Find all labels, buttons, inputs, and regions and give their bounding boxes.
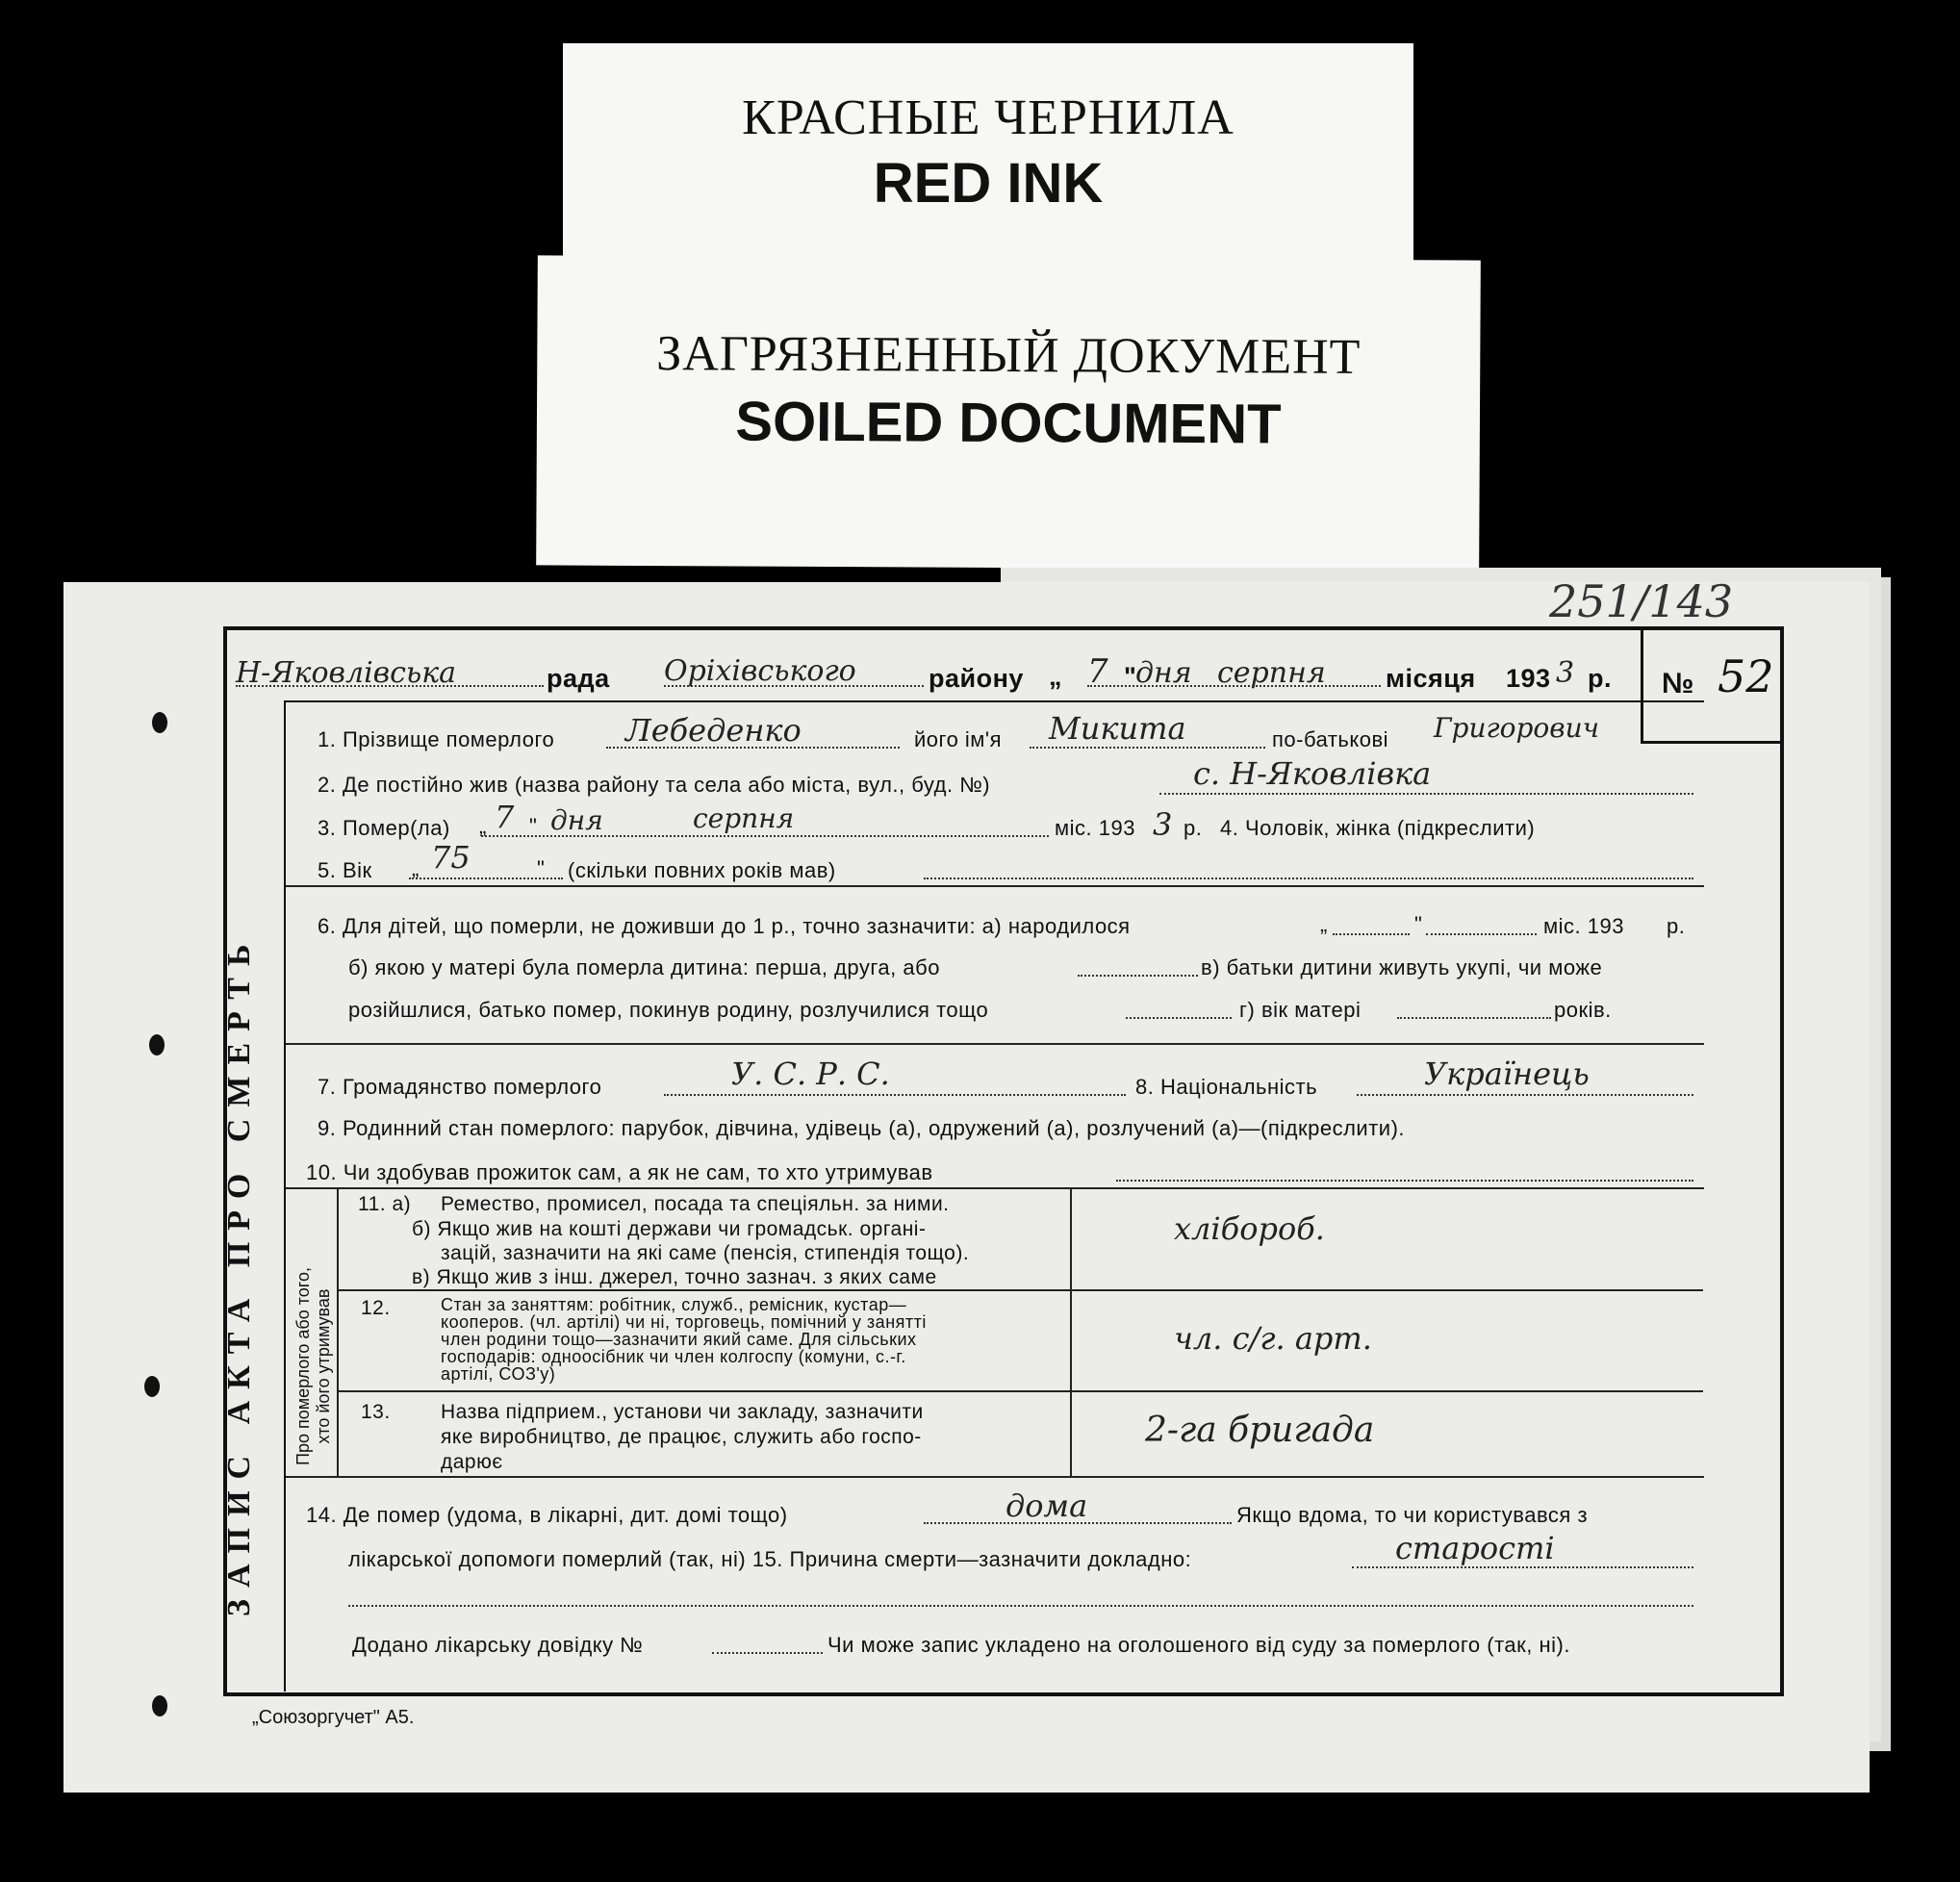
row11-a: Ремество, промисел, посада та спеціяльн. за ними. — [441, 1193, 950, 1215]
surname-label: 1. Прізвище померлого — [318, 727, 555, 751]
children-e-years: років. — [1554, 998, 1612, 1022]
children-a-label: 6. Для дітей, що померли, не доживши до 1 р., точно зазначити: а) народилося — [318, 914, 1131, 938]
header-open-quote: „ — [1049, 662, 1062, 691]
dotted-line — [1357, 1094, 1693, 1096]
age-open-quote: „ — [412, 856, 420, 880]
row12-l3: член родини тощо—зазначити який саме. Для сільських — [441, 1330, 917, 1349]
dotted-line — [236, 685, 544, 687]
dotted-line — [1116, 1180, 1693, 1182]
row12-l4: господарів: одноосібник чи член колгоспу (комуни, с.-г. — [441, 1347, 906, 1366]
record-number-label: № — [1662, 668, 1694, 699]
soiled-ru: ЗАГРЯЗНЕННЫЙ ДОКУМЕНТ — [656, 326, 1362, 385]
dotted-line — [664, 1094, 1126, 1096]
punch-hole — [144, 1376, 160, 1397]
nationality-value: Українець — [1424, 1055, 1590, 1092]
soiled-en: SOILED DOCUMENT — [735, 390, 1282, 456]
red-ink-en: RED INK — [873, 152, 1104, 215]
divider — [1070, 1187, 1072, 1476]
age-close-quote: " — [537, 856, 546, 880]
children-b-label: б) якою у матері була померла дитина: перша, друга, або — [348, 955, 940, 979]
row11-b: б) Якщо жив на коштi держави чи громадськ. органі- — [412, 1218, 927, 1240]
children-a-close-quote: " — [1414, 912, 1423, 936]
dotted-line — [1078, 975, 1198, 977]
archive-number: 251/143 — [1549, 575, 1734, 627]
punch-hole — [152, 1695, 167, 1717]
row11-num: 11. а) — [358, 1193, 412, 1215]
name-value: Микита — [1049, 710, 1186, 747]
children-a-month: міс. 193 — [1543, 914, 1624, 938]
rada-label: рада — [547, 664, 610, 693]
dotted-line — [1159, 793, 1693, 795]
medical-cert-label: Додано лікарську довідку № — [352, 1633, 644, 1657]
dotted-line — [712, 1652, 823, 1654]
residence-value: с. Н-Яковлівка — [1193, 755, 1432, 792]
divider — [337, 1187, 339, 1476]
header-close-quote: " — [1124, 662, 1137, 691]
died-open-quote: „ — [479, 814, 487, 838]
patronymic-label: по-батькові — [1272, 727, 1389, 751]
died-year-prefix: міс. 193 — [1055, 816, 1135, 840]
dotted-line — [924, 877, 1693, 879]
row11-c: в) Якщо жив з інш. джерел, точно зазнач. з яких саме — [412, 1266, 937, 1288]
divider — [286, 885, 1704, 887]
divider — [337, 1289, 1703, 1291]
dotted-line — [1333, 933, 1410, 935]
children-e-label: г) вік матері — [1239, 998, 1362, 1022]
year-prefix: 193 — [1506, 664, 1551, 693]
row11-b2: зацій, зазначити на які саме (пенсія, стипендія тощо). — [441, 1242, 970, 1264]
died-day-word: дня — [550, 804, 603, 836]
cause-label: лікарської допомоги померлий (так, ні) 15. Причина смерти—зазначити докладно: — [348, 1547, 1192, 1571]
vertical-form-title: ЗАПИС АКТА ПРО СМЕРТЬ — [221, 932, 257, 1616]
children-c-label: в) батьки дитини живуть укупі, чи може — [1201, 955, 1603, 979]
died-label: 3. Помер(ла) — [318, 816, 450, 840]
workplace-value: 2-га бригада — [1145, 1411, 1375, 1450]
raion-handwritten: Оріхівського — [664, 654, 856, 688]
dotted-line — [1426, 933, 1537, 935]
age-label: 5. Вік — [318, 858, 372, 882]
occupation-value: хлібороб. — [1174, 1210, 1325, 1247]
vertical-subtitle: Про померлого або того, хто його утримував — [293, 1267, 333, 1465]
court-record-label: Чи може запис укладено на оголошеного від суду за померлого (так, ні). — [827, 1633, 1570, 1657]
dotted-line — [1030, 747, 1265, 749]
social-status-value: чл. с/г. арт. — [1174, 1320, 1372, 1357]
dotted-line — [606, 747, 900, 749]
row12-l5: артілі, СОЗ'у) — [441, 1364, 556, 1384]
month-label: місяця — [1386, 664, 1476, 693]
row12-l1: Стан за заняттям: робітник, служб., ремісник, кустар— — [441, 1295, 907, 1314]
red-ink-label — [563, 43, 1413, 274]
divider — [286, 1476, 1704, 1478]
raion-label: району — [929, 664, 1024, 693]
died-day-value: 7 — [495, 799, 515, 835]
row13-l2: яке виробництво, де працює, служить або госпо- — [441, 1426, 922, 1448]
dotted-line — [664, 685, 924, 687]
year-suffix: р. — [1588, 664, 1612, 693]
children-d-label: розійшлися, батько помер, покинув родину, розлучилися тощо — [348, 998, 989, 1022]
dotted-line — [1126, 1017, 1232, 1019]
header-month-handwritten: серпня — [1217, 656, 1326, 690]
patronymic-value: Григорович — [1434, 712, 1600, 744]
divider — [286, 1187, 1704, 1189]
record-number-value: 52 — [1718, 650, 1774, 702]
died-close-quote: " — [529, 814, 538, 838]
died-year-value: 3 — [1153, 806, 1173, 843]
marital-status-label: 9. Родинний стан померлого: парубок, дівчина, удівець (а), одружений (а), розлучений (а)—(підкреслити). — [318, 1116, 1406, 1140]
soiled-document-label — [536, 255, 1481, 570]
punch-hole — [152, 712, 167, 733]
row13-num: 13. — [361, 1401, 391, 1423]
row13-l1: Назва підприем., установи чи закладу, зазначити — [441, 1401, 924, 1423]
header-day-word: дня — [1135, 656, 1192, 690]
died-year-suffix: р. — [1184, 816, 1203, 840]
row12-l2: кооперов. (чл. артілі) чи ні, торговець, помічний у занятті — [441, 1312, 927, 1332]
row13-l3: дарює — [441, 1451, 503, 1473]
surname-value: Лебеденко — [625, 712, 802, 749]
place-of-death-value: дома — [1005, 1488, 1088, 1524]
citizenship-value: У. С. Р. С. — [731, 1055, 890, 1092]
died-month-value: серпня — [693, 802, 795, 834]
red-ink-ru: КРАСНЫЕ ЧЕРНИЛА — [742, 90, 1235, 145]
divider — [286, 1043, 1704, 1045]
row12-num: 12. — [361, 1297, 391, 1319]
punch-hole — [149, 1034, 165, 1055]
dotted-line — [409, 877, 563, 879]
header-day-handwritten: 7 — [1087, 652, 1108, 691]
age-hint: (скільки повних років мав) — [568, 858, 836, 882]
age-value: 75 — [431, 839, 471, 876]
rada-handwritten: Н-Яковлівська — [236, 656, 457, 690]
livelihood-label: 10. Чи здобував прожиток сам, а як не сам, то хто утримував — [306, 1160, 933, 1184]
citizenship-label: 7. Громадянство померлого — [318, 1075, 602, 1099]
dotted-line — [1087, 685, 1381, 687]
dotted-line — [1397, 1017, 1551, 1019]
printer-footer: „Союзоргучет" А5. — [252, 1707, 415, 1728]
children-a-open-quote: „ — [1320, 912, 1328, 936]
children-a-year-suffix: р. — [1667, 914, 1686, 938]
nationality-label: 8. Національність — [1135, 1075, 1318, 1099]
dotted-line — [481, 835, 1049, 837]
year-handwritten: 3 — [1556, 656, 1575, 690]
sex-label: 4. Чоловік, жінка (підкреслити) — [1220, 816, 1536, 840]
dotted-line — [924, 1522, 1232, 1524]
dotted-line — [1352, 1566, 1693, 1568]
dotted-line — [348, 1605, 1693, 1607]
cause-value: старості — [1395, 1530, 1555, 1566]
medical-help-label: Якщо вдома, то чи користувався з — [1236, 1503, 1589, 1527]
name-label: його ім'я — [914, 727, 1003, 751]
place-of-death-label: 14. Де помер (удома, в лікарні, дит. домі тощо) — [306, 1503, 788, 1527]
divider — [337, 1390, 1703, 1392]
residence-label: 2. Де постійно жив (назва району та села або міста, вул., буд. №) — [318, 773, 991, 797]
